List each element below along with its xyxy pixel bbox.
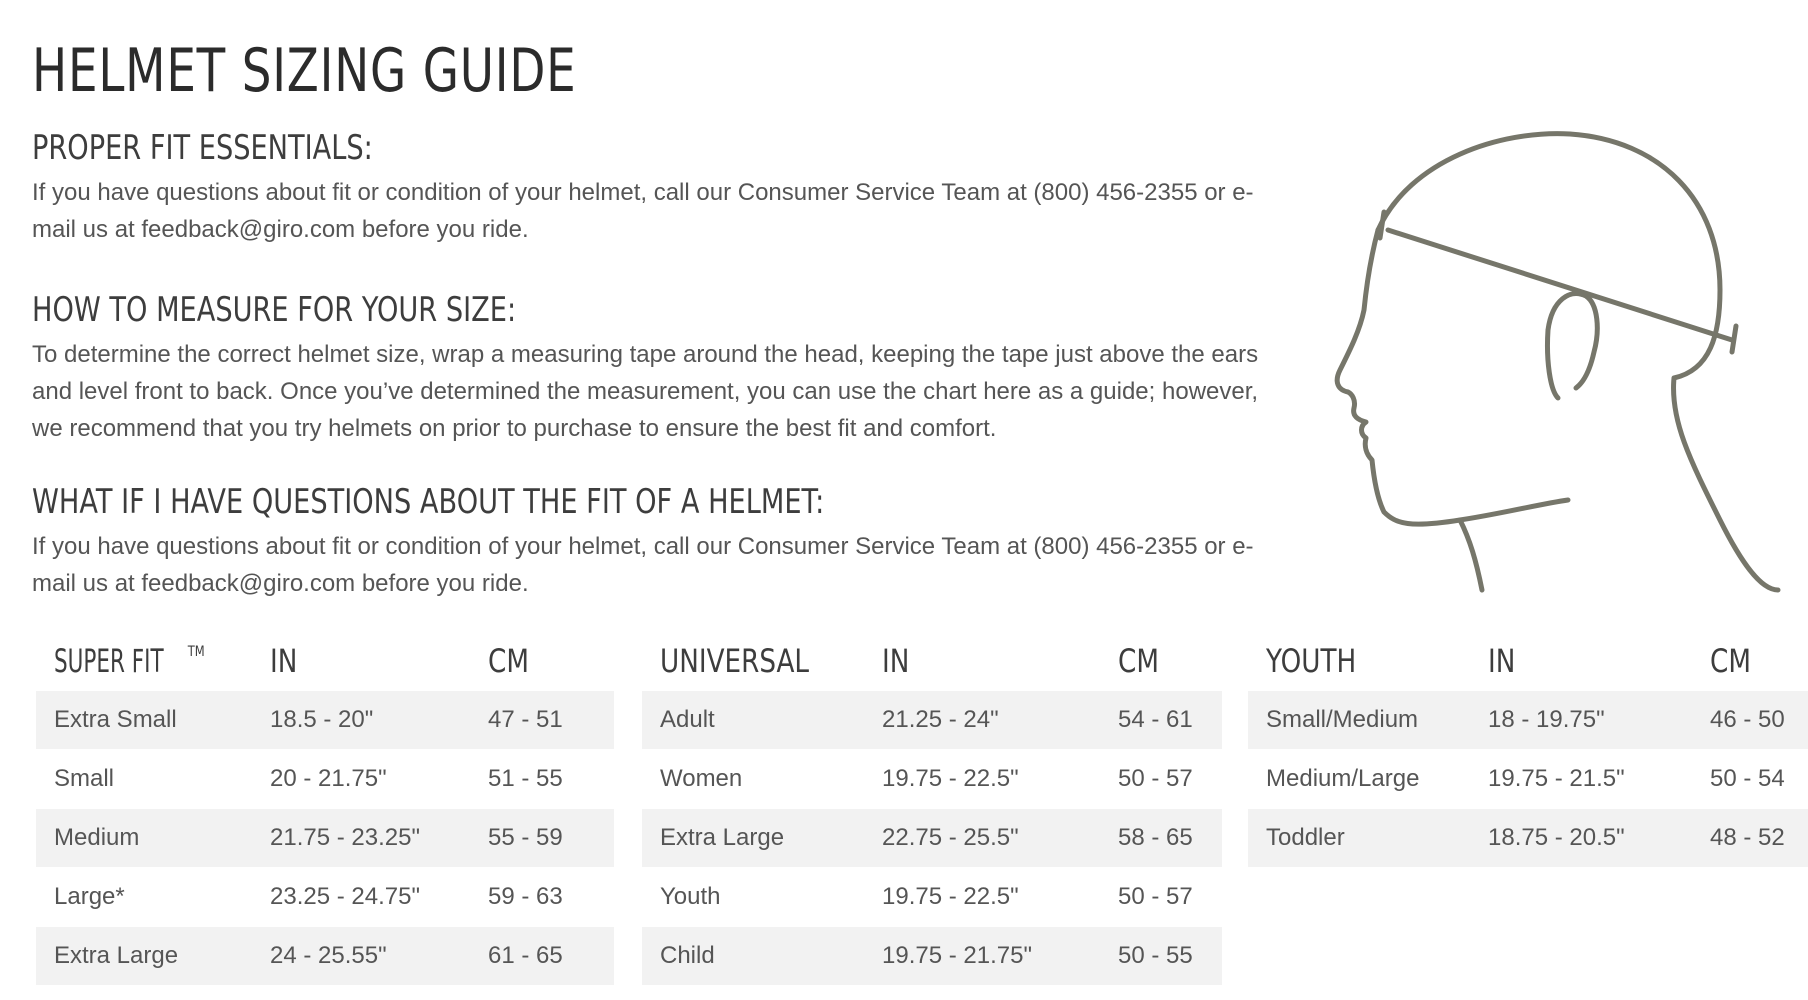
inches-cell: 18 - 19.75" [1470,691,1692,750]
centimeters-cell: 50 - 57 [1100,750,1222,809]
youth-size-table [1248,632,1808,867]
size-name-cell: Extra Large [642,809,864,868]
size-name-cell: Women [642,750,864,809]
inches-cell: 19.75 - 21.5" [1470,750,1692,809]
table-row [642,809,1222,868]
centimeters-cell: 54 - 61 [1100,691,1222,750]
table-row [36,868,614,927]
neck-front [1460,520,1482,590]
table-row [642,868,1222,927]
section-body: If you have questions about fit or condition of your helmet, call our Consumer Service Team at (800) 456-2355 or e-mail us at feedback@giro.com before you ride. [32,179,1254,243]
page-title: HELMET SIZING GUIDE [32,36,577,106]
column-header: CM [488,642,529,680]
table-row [36,750,614,809]
column-header: IN [1488,642,1516,680]
table-row [36,927,614,986]
column-header: CM [1710,642,1751,680]
tape-tick-back [1732,326,1736,352]
size-name-cell: Medium/Large [1248,750,1470,809]
inches-cell: 22.75 - 25.5" [864,809,1100,868]
column-header: IN [882,642,910,680]
table-row [36,809,614,868]
size-name-cell: Extra Large [36,927,252,986]
inches-cell: 23.25 - 24.75" [252,868,470,927]
centimeters-cell: 61 - 65 [470,927,614,986]
centimeters-cell: 46 - 50 [1692,691,1808,750]
table-row [642,750,1222,809]
superfit-size-table [36,632,614,985]
size-name-cell: Small/Medium [1248,691,1470,750]
centimeters-cell: 58 - 65 [1100,809,1222,868]
inches-cell: 18.5 - 20" [252,691,470,750]
inches-cell: 20 - 21.75" [252,750,470,809]
centimeters-cell: 47 - 51 [470,691,614,750]
section-body: If you have questions about fit or condition of your helmet, call our Consumer Service Team at (800) 456-2355 or e-mail us at feedback@giro.com before you ride. [32,533,1254,597]
tape-line [1388,230,1732,340]
table-row [1248,809,1808,868]
section-body: To determine the correct helmet size, wrap a measuring tape around the head, keeping the tape just above the ears and level front to back. Once you’ve determined the measurement, you can use the chart here as a guide; however, we recommend that you try helmets on prior to purchase to ensure the best fit and comfort. [32,341,1259,442]
section-proper-fit [32,128,1262,248]
section-heading: WHAT IF I HAVE QUESTIONS ABOUT THE FIT OF A HELMET: [32,482,825,522]
section-heading: PROPER FIT ESSENTIALS: [32,128,373,168]
inches-cell: 24 - 25.55" [252,927,470,986]
size-name-cell: Adult [642,691,864,750]
table-header-row [36,632,614,691]
inches-cell: 19.75 - 22.5" [864,868,1100,927]
centimeters-cell: 59 - 63 [470,868,614,927]
centimeters-cell: 50 - 55 [1100,927,1222,986]
size-name-cell: Large* [36,868,252,927]
inches-cell: 18.75 - 20.5" [1470,809,1692,868]
table-header-row [1248,632,1808,691]
universal-size-table [642,632,1222,985]
column-header: IN [270,642,298,680]
column-header: UNIVERSAL [660,642,810,680]
column-header: YOUTH [1266,642,1357,680]
column-header: SUPER FIT ™ [54,642,205,680]
centimeters-cell: 48 - 52 [1692,809,1808,868]
centimeters-cell: 51 - 55 [470,750,614,809]
centimeters-cell: 50 - 57 [1100,868,1222,927]
inches-cell: 19.75 - 21.75" [864,927,1100,986]
centimeters-cell: 50 - 54 [1692,750,1808,809]
column-header: CM [1118,642,1159,680]
table-row [1248,691,1808,750]
tape-tick-front [1380,212,1384,238]
size-name-cell: Small [36,750,252,809]
section-how-to-measure [32,290,1262,447]
table-row [642,691,1222,750]
centimeters-cell: 55 - 59 [470,809,614,868]
head-measurement-icon [1300,120,1808,600]
table-row [1248,750,1808,809]
inches-cell: 19.75 - 22.5" [864,750,1100,809]
size-name-cell: Child [642,927,864,986]
table-header-row [642,632,1222,691]
section-fit-questions [32,482,1262,602]
table-row [36,691,614,750]
size-name-cell: Extra Small [36,691,252,750]
inches-cell: 21.75 - 23.25" [252,809,470,868]
section-heading: HOW TO MEASURE FOR YOUR SIZE: [32,290,517,330]
ear-outline [1547,294,1597,398]
table-row [642,927,1222,986]
size-name-cell: Toddler [1248,809,1470,868]
inches-cell: 21.25 - 24" [864,691,1100,750]
size-name-cell: Youth [642,868,864,927]
size-name-cell: Medium [36,809,252,868]
